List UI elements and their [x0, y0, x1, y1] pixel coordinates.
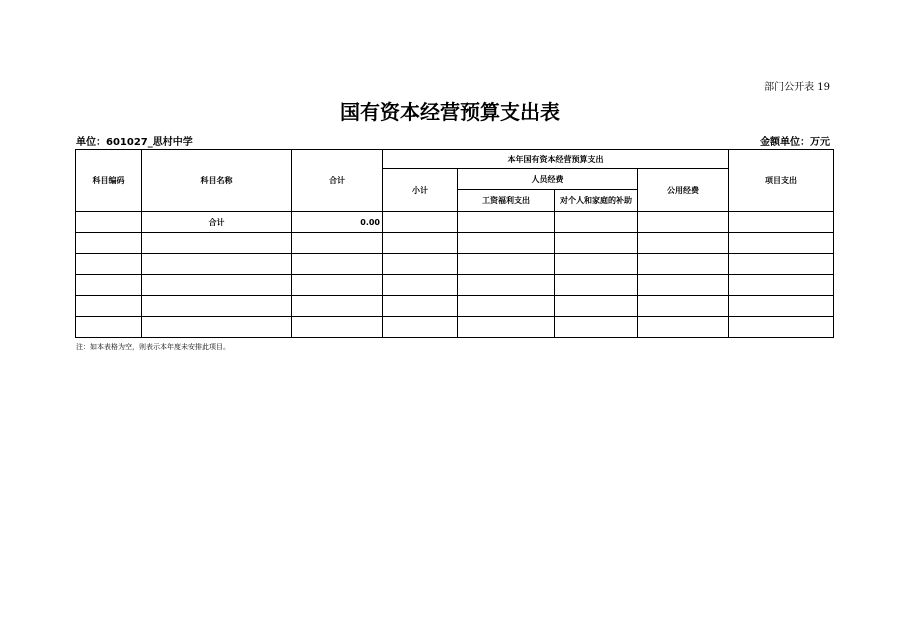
header-subject-name: 科目名称	[142, 150, 292, 212]
header-wages-welfare: 工资福利支出	[458, 190, 555, 212]
cell-subsidy	[555, 296, 638, 317]
cell-public	[638, 275, 729, 296]
cell-subtotal	[383, 212, 458, 233]
cell-public	[638, 254, 729, 275]
cell-subtotal	[383, 317, 458, 338]
cell-public	[638, 317, 729, 338]
cell-code	[76, 317, 142, 338]
table-row	[76, 233, 834, 254]
cell-project	[729, 317, 834, 338]
cell-subsidy	[555, 275, 638, 296]
footnote: 注：如本表格为空，则表示本年度未安排此项目。	[76, 343, 230, 351]
cell-total	[292, 233, 383, 254]
cell-name: 合计	[142, 212, 292, 233]
header-current-year-group: 本年国有资本经营预算支出	[383, 150, 729, 169]
cell-code	[76, 212, 142, 233]
cell-project	[729, 233, 834, 254]
header-subject-code: 科目编码	[76, 150, 142, 212]
cell-name	[142, 233, 292, 254]
cell-wages	[458, 296, 555, 317]
cell-subtotal	[383, 254, 458, 275]
cell-code	[76, 275, 142, 296]
cell-public	[638, 296, 729, 317]
header-public-funds: 公用经费	[638, 169, 729, 212]
cell-code	[76, 296, 142, 317]
header-subtotal: 小计	[383, 169, 458, 212]
table-row	[76, 317, 834, 338]
cell-project	[729, 296, 834, 317]
cell-subtotal	[383, 275, 458, 296]
cell-public	[638, 212, 729, 233]
unit-label: 单位：601027_思村中学	[76, 137, 193, 148]
cell-subtotal	[383, 233, 458, 254]
cell-wages	[458, 233, 555, 254]
header-personnel-group: 人员经费	[458, 169, 638, 190]
table-row	[76, 275, 834, 296]
cell-project	[729, 275, 834, 296]
cell-subsidy	[555, 254, 638, 275]
cell-subtotal	[383, 296, 458, 317]
cell-name	[142, 254, 292, 275]
cell-name	[142, 317, 292, 338]
cell-subsidy	[555, 317, 638, 338]
cell-subsidy	[555, 233, 638, 254]
cell-name	[142, 296, 292, 317]
cell-total	[292, 296, 383, 317]
table-row	[76, 296, 834, 317]
header-total: 合计	[292, 150, 383, 212]
cell-wages	[458, 317, 555, 338]
budget-table	[75, 149, 834, 338]
cell-public	[638, 233, 729, 254]
cell-project	[729, 254, 834, 275]
table-row	[76, 212, 834, 233]
cell-name	[142, 275, 292, 296]
cell-project	[729, 212, 834, 233]
cell-code	[76, 233, 142, 254]
cell-total: 0.00	[292, 212, 383, 233]
cell-wages	[458, 254, 555, 275]
cell-wages	[458, 212, 555, 233]
page-title: 国有资本经营预算支出表	[340, 100, 560, 124]
header-project-expenditure: 项目支出	[729, 150, 834, 212]
cell-total	[292, 317, 383, 338]
cell-total	[292, 254, 383, 275]
cell-total	[292, 275, 383, 296]
header-personal-family-subsidy: 对个人和家庭的补助	[555, 190, 638, 212]
table-row	[76, 254, 834, 275]
cell-wages	[458, 275, 555, 296]
money-unit-label: 金额单位：万元	[760, 137, 830, 148]
cell-code	[76, 254, 142, 275]
page-reference: 部门公开表 19	[764, 82, 830, 93]
cell-subsidy	[555, 212, 638, 233]
